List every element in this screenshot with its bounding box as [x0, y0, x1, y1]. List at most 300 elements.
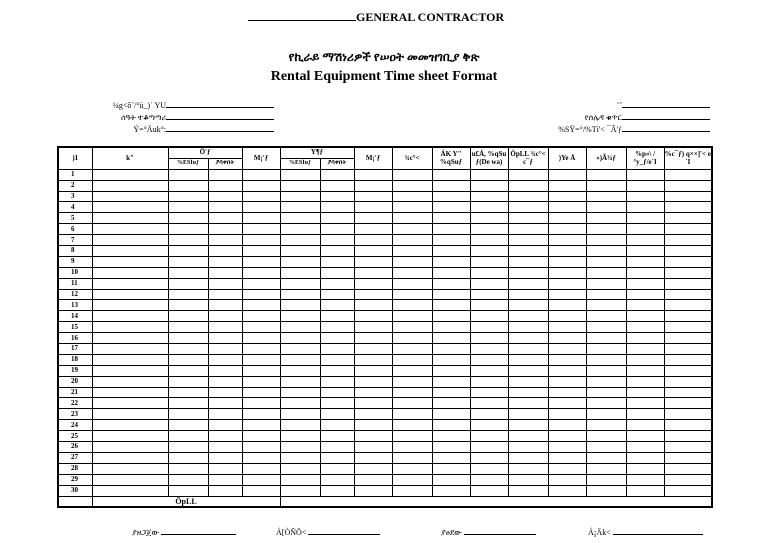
table-cell[interactable]	[280, 398, 320, 409]
table-cell[interactable]	[280, 387, 320, 398]
table-cell[interactable]	[664, 213, 712, 224]
table-cell[interactable]	[586, 235, 626, 246]
table-cell[interactable]	[320, 311, 354, 322]
table-cell[interactable]	[92, 300, 168, 311]
table-cell[interactable]	[508, 311, 548, 322]
table-cell[interactable]	[548, 278, 586, 289]
table-cell[interactable]	[320, 267, 354, 278]
table-cell[interactable]	[432, 463, 470, 474]
table-cell[interactable]	[432, 235, 470, 246]
table-cell[interactable]	[320, 387, 354, 398]
table-cell[interactable]	[168, 169, 208, 180]
table-cell[interactable]	[208, 256, 242, 267]
table-cell[interactable]	[470, 311, 508, 322]
table-cell[interactable]	[92, 409, 168, 420]
table-cell[interactable]	[548, 213, 586, 224]
table-cell[interactable]	[586, 365, 626, 376]
table-cell[interactable]	[470, 365, 508, 376]
table-cell[interactable]	[626, 213, 664, 224]
table-cell[interactable]	[168, 344, 208, 355]
table-cell[interactable]	[242, 311, 280, 322]
table-cell[interactable]	[354, 300, 392, 311]
table-cell[interactable]	[280, 235, 320, 246]
table-cell[interactable]	[392, 354, 432, 365]
table-cell[interactable]	[320, 278, 354, 289]
table-cell[interactable]	[664, 474, 712, 485]
table-cell[interactable]	[354, 354, 392, 365]
table-cell[interactable]	[392, 387, 432, 398]
table-cell[interactable]	[548, 333, 586, 344]
equipment-type-input[interactable]	[622, 123, 710, 132]
table-cell[interactable]	[168, 322, 208, 333]
table-cell[interactable]	[280, 180, 320, 191]
table-cell[interactable]	[320, 191, 354, 202]
table-cell[interactable]	[320, 224, 354, 235]
table-cell[interactable]	[92, 289, 168, 300]
table-cell[interactable]	[242, 442, 280, 453]
table-cell[interactable]	[508, 333, 548, 344]
table-cell[interactable]	[392, 180, 432, 191]
table-cell[interactable]	[470, 256, 508, 267]
plate-number-input[interactable]	[622, 111, 710, 120]
table-cell[interactable]	[392, 311, 432, 322]
table-cell[interactable]	[168, 452, 208, 463]
table-cell[interactable]	[548, 398, 586, 409]
table-cell[interactable]	[320, 246, 354, 257]
table-cell[interactable]	[664, 409, 712, 420]
table-cell[interactable]	[664, 235, 712, 246]
table-cell[interactable]	[626, 354, 664, 365]
project-name-input[interactable]	[166, 99, 274, 108]
table-cell[interactable]	[242, 387, 280, 398]
table-cell[interactable]	[320, 289, 354, 300]
table-cell[interactable]	[548, 376, 586, 387]
table-cell[interactable]	[508, 322, 548, 333]
table-cell[interactable]	[92, 485, 168, 496]
table-cell[interactable]	[208, 224, 242, 235]
table-cell[interactable]	[432, 333, 470, 344]
table-cell[interactable]	[432, 365, 470, 376]
table-cell[interactable]	[548, 431, 586, 442]
table-cell[interactable]	[626, 289, 664, 300]
table-cell[interactable]	[508, 235, 548, 246]
table-cell[interactable]	[470, 246, 508, 257]
table-cell[interactable]	[548, 387, 586, 398]
table-cell[interactable]	[508, 169, 548, 180]
table-cell[interactable]	[586, 202, 626, 213]
table-cell[interactable]	[664, 442, 712, 453]
table-cell[interactable]	[626, 311, 664, 322]
table-cell[interactable]	[280, 278, 320, 289]
table-cell[interactable]	[508, 409, 548, 420]
table-cell[interactable]	[92, 278, 168, 289]
table-cell[interactable]	[92, 376, 168, 387]
table-cell[interactable]	[280, 213, 320, 224]
table-cell[interactable]	[548, 311, 586, 322]
table-cell[interactable]	[320, 300, 354, 311]
table-cell[interactable]	[664, 431, 712, 442]
table-cell[interactable]	[626, 420, 664, 431]
table-cell[interactable]	[208, 431, 242, 442]
table-cell[interactable]	[432, 376, 470, 387]
table-cell[interactable]	[354, 344, 392, 355]
table-cell[interactable]	[392, 333, 432, 344]
table-cell[interactable]	[508, 442, 548, 453]
table-cell[interactable]	[280, 333, 320, 344]
table-cell[interactable]	[208, 474, 242, 485]
table-cell[interactable]	[586, 333, 626, 344]
table-cell[interactable]	[354, 474, 392, 485]
table-cell[interactable]	[470, 376, 508, 387]
table-cell[interactable]	[92, 344, 168, 355]
table-cell[interactable]	[432, 474, 470, 485]
table-cell[interactable]	[242, 452, 280, 463]
table-cell[interactable]	[470, 289, 508, 300]
table-cell[interactable]	[626, 224, 664, 235]
table-cell[interactable]	[354, 278, 392, 289]
table-cell[interactable]	[168, 235, 208, 246]
table-cell[interactable]	[320, 235, 354, 246]
table-cell[interactable]	[354, 485, 392, 496]
table-cell[interactable]	[280, 322, 320, 333]
table-cell[interactable]	[392, 420, 432, 431]
table-cell[interactable]	[586, 300, 626, 311]
table-cell[interactable]	[354, 246, 392, 257]
table-cell[interactable]	[242, 202, 280, 213]
table-cell[interactable]	[548, 191, 586, 202]
table-cell[interactable]	[586, 169, 626, 180]
table-cell[interactable]	[92, 354, 168, 365]
table-cell[interactable]	[626, 256, 664, 267]
table-cell[interactable]	[354, 311, 392, 322]
table-cell[interactable]	[168, 246, 208, 257]
table-cell[interactable]	[92, 463, 168, 474]
table-cell[interactable]	[320, 420, 354, 431]
table-cell[interactable]	[664, 180, 712, 191]
table-cell[interactable]	[626, 452, 664, 463]
table-cell[interactable]	[432, 180, 470, 191]
table-cell[interactable]	[92, 365, 168, 376]
table-cell[interactable]	[470, 235, 508, 246]
table-cell[interactable]	[280, 365, 320, 376]
table-cell[interactable]	[280, 344, 320, 355]
table-cell[interactable]	[392, 365, 432, 376]
table-cell[interactable]	[280, 474, 320, 485]
table-cell[interactable]	[280, 246, 320, 257]
table-cell[interactable]	[92, 169, 168, 180]
table-cell[interactable]	[586, 376, 626, 387]
table-cell[interactable]	[626, 365, 664, 376]
table-cell[interactable]	[354, 409, 392, 420]
table-cell[interactable]	[470, 191, 508, 202]
table-cell[interactable]	[626, 246, 664, 257]
table-cell[interactable]	[626, 442, 664, 453]
table-cell[interactable]	[586, 191, 626, 202]
table-cell[interactable]	[354, 213, 392, 224]
table-cell[interactable]	[242, 169, 280, 180]
table-cell[interactable]	[92, 387, 168, 398]
table-cell[interactable]	[242, 376, 280, 387]
table-cell[interactable]	[432, 398, 470, 409]
table-cell[interactable]	[432, 409, 470, 420]
table-cell[interactable]	[242, 431, 280, 442]
table-cell[interactable]	[626, 322, 664, 333]
table-cell[interactable]	[320, 365, 354, 376]
table-cell[interactable]	[280, 354, 320, 365]
table-cell[interactable]	[508, 224, 548, 235]
table-cell[interactable]	[168, 333, 208, 344]
table-cell[interactable]	[392, 398, 432, 409]
table-cell[interactable]	[432, 322, 470, 333]
table-cell[interactable]	[242, 333, 280, 344]
table-cell[interactable]	[392, 278, 432, 289]
table-cell[interactable]	[586, 256, 626, 267]
table-cell[interactable]	[548, 463, 586, 474]
table-cell[interactable]	[168, 311, 208, 322]
table-cell[interactable]	[320, 256, 354, 267]
table-cell[interactable]	[92, 256, 168, 267]
table-cell[interactable]	[392, 213, 432, 224]
table-cell[interactable]	[280, 289, 320, 300]
table-cell[interactable]	[626, 169, 664, 180]
table-cell[interactable]	[320, 180, 354, 191]
table-cell[interactable]	[242, 235, 280, 246]
table-cell[interactable]	[354, 365, 392, 376]
table-cell[interactable]	[586, 354, 626, 365]
table-cell[interactable]	[664, 452, 712, 463]
table-cell[interactable]	[92, 235, 168, 246]
table-cell[interactable]	[280, 431, 320, 442]
table-cell[interactable]	[92, 202, 168, 213]
table-cell[interactable]	[586, 387, 626, 398]
table-cell[interactable]	[242, 256, 280, 267]
table-cell[interactable]	[586, 246, 626, 257]
table-cell[interactable]	[392, 322, 432, 333]
table-cell[interactable]	[168, 387, 208, 398]
table-cell[interactable]	[208, 322, 242, 333]
table-cell[interactable]	[432, 344, 470, 355]
table-cell[interactable]	[432, 431, 470, 442]
table-cell[interactable]	[280, 311, 320, 322]
table-cell[interactable]	[432, 246, 470, 257]
table-cell[interactable]	[470, 420, 508, 431]
table-cell[interactable]	[470, 169, 508, 180]
received-by-line[interactable]	[613, 526, 703, 535]
table-cell[interactable]	[586, 289, 626, 300]
table-cell[interactable]	[242, 278, 280, 289]
table-cell[interactable]	[626, 333, 664, 344]
table-cell[interactable]	[664, 387, 712, 398]
table-cell[interactable]	[664, 191, 712, 202]
table-cell[interactable]	[392, 289, 432, 300]
table-cell[interactable]	[354, 442, 392, 453]
approved-by-line[interactable]	[464, 526, 536, 535]
table-cell[interactable]	[586, 420, 626, 431]
table-cell[interactable]	[242, 267, 280, 278]
table-cell[interactable]	[280, 442, 320, 453]
table-cell[interactable]	[664, 420, 712, 431]
table-cell[interactable]	[626, 202, 664, 213]
table-cell[interactable]	[508, 485, 548, 496]
table-cell[interactable]	[548, 485, 586, 496]
table-cell[interactable]	[626, 180, 664, 191]
table-cell[interactable]	[508, 354, 548, 365]
table-cell[interactable]	[432, 420, 470, 431]
table-cell[interactable]	[470, 442, 508, 453]
table-cell[interactable]	[392, 376, 432, 387]
table-cell[interactable]	[626, 474, 664, 485]
table-cell[interactable]	[664, 354, 712, 365]
table-cell[interactable]	[508, 387, 548, 398]
table-cell[interactable]	[392, 344, 432, 355]
table-cell[interactable]	[242, 224, 280, 235]
table-cell[interactable]	[432, 452, 470, 463]
table-cell[interactable]	[664, 376, 712, 387]
table-cell[interactable]	[548, 365, 586, 376]
table-cell[interactable]	[280, 202, 320, 213]
table-cell[interactable]	[548, 354, 586, 365]
table-cell[interactable]	[664, 311, 712, 322]
table-cell[interactable]	[392, 485, 432, 496]
table-cell[interactable]	[508, 191, 548, 202]
table-cell[interactable]	[432, 202, 470, 213]
table-cell[interactable]	[168, 354, 208, 365]
table-cell[interactable]	[586, 452, 626, 463]
table-cell[interactable]	[626, 278, 664, 289]
table-cell[interactable]	[242, 213, 280, 224]
table-cell[interactable]	[548, 344, 586, 355]
table-cell[interactable]	[92, 267, 168, 278]
table-cell[interactable]	[92, 420, 168, 431]
table-cell[interactable]	[586, 267, 626, 278]
table-cell[interactable]	[320, 431, 354, 442]
table-cell[interactable]	[168, 202, 208, 213]
table-cell[interactable]	[280, 224, 320, 235]
table-cell[interactable]	[586, 463, 626, 474]
table-cell[interactable]	[354, 452, 392, 463]
table-cell[interactable]	[470, 344, 508, 355]
table-cell[interactable]	[664, 278, 712, 289]
table-cell[interactable]	[626, 376, 664, 387]
table-cell[interactable]	[664, 246, 712, 257]
table-cell[interactable]	[508, 180, 548, 191]
table-cell[interactable]	[208, 267, 242, 278]
table-cell[interactable]	[280, 485, 320, 496]
table-cell[interactable]	[586, 213, 626, 224]
table-cell[interactable]	[92, 213, 168, 224]
table-cell[interactable]	[168, 376, 208, 387]
table-cell[interactable]	[470, 213, 508, 224]
table-cell[interactable]	[168, 420, 208, 431]
table-cell[interactable]	[392, 452, 432, 463]
table-cell[interactable]	[432, 191, 470, 202]
table-cell[interactable]	[280, 191, 320, 202]
table-cell[interactable]	[168, 431, 208, 442]
table-cell[interactable]	[92, 322, 168, 333]
table-cell[interactable]	[92, 224, 168, 235]
table-cell[interactable]	[92, 311, 168, 322]
table-cell[interactable]	[586, 442, 626, 453]
table-cell[interactable]	[392, 202, 432, 213]
table-cell[interactable]	[470, 409, 508, 420]
table-cell[interactable]	[508, 431, 548, 442]
table-cell[interactable]	[392, 224, 432, 235]
table-cell[interactable]	[548, 180, 586, 191]
table-cell[interactable]	[208, 300, 242, 311]
table-cell[interactable]	[354, 420, 392, 431]
table-cell[interactable]	[280, 452, 320, 463]
table-cell[interactable]	[208, 180, 242, 191]
table-cell[interactable]	[280, 256, 320, 267]
table-cell[interactable]	[242, 191, 280, 202]
table-cell[interactable]	[626, 387, 664, 398]
table-cell[interactable]	[508, 463, 548, 474]
table-cell[interactable]	[508, 365, 548, 376]
table-cell[interactable]	[168, 398, 208, 409]
table-cell[interactable]	[280, 409, 320, 420]
table-cell[interactable]	[548, 169, 586, 180]
table-cell[interactable]	[242, 246, 280, 257]
table-cell[interactable]	[392, 431, 432, 442]
table-cell[interactable]	[168, 278, 208, 289]
table-cell[interactable]	[432, 354, 470, 365]
table-cell[interactable]	[470, 431, 508, 442]
table-cell[interactable]	[586, 431, 626, 442]
table-cell[interactable]	[168, 213, 208, 224]
table-cell[interactable]	[208, 409, 242, 420]
table-cell[interactable]	[242, 365, 280, 376]
table-cell[interactable]	[280, 376, 320, 387]
table-cell[interactable]	[320, 376, 354, 387]
table-cell[interactable]	[626, 300, 664, 311]
table-cell[interactable]	[208, 169, 242, 180]
table-cell[interactable]	[432, 224, 470, 235]
table-cell[interactable]	[626, 344, 664, 355]
table-cell[interactable]	[392, 235, 432, 246]
table-cell[interactable]	[92, 452, 168, 463]
table-cell[interactable]	[548, 474, 586, 485]
table-cell[interactable]	[208, 311, 242, 322]
table-cell[interactable]	[508, 300, 548, 311]
table-cell[interactable]	[354, 169, 392, 180]
table-cell[interactable]	[208, 191, 242, 202]
table-cell[interactable]	[508, 398, 548, 409]
table-cell[interactable]	[242, 180, 280, 191]
table-cell[interactable]	[508, 376, 548, 387]
table-cell[interactable]	[664, 485, 712, 496]
table-cell[interactable]	[432, 278, 470, 289]
table-cell[interactable]	[586, 311, 626, 322]
table-cell[interactable]	[208, 289, 242, 300]
table-cell[interactable]	[320, 169, 354, 180]
table-cell[interactable]	[208, 202, 242, 213]
table-cell[interactable]	[92, 398, 168, 409]
table-cell[interactable]	[548, 202, 586, 213]
table-cell[interactable]	[664, 322, 712, 333]
table-cell[interactable]	[664, 300, 712, 311]
table-cell[interactable]	[320, 452, 354, 463]
location-input[interactable]	[166, 123, 274, 132]
table-cell[interactable]	[208, 420, 242, 431]
table-cell[interactable]	[208, 213, 242, 224]
table-cell[interactable]	[242, 485, 280, 496]
table-cell[interactable]	[470, 463, 508, 474]
table-cell[interactable]	[354, 224, 392, 235]
table-cell[interactable]	[548, 246, 586, 257]
table-cell[interactable]	[586, 398, 626, 409]
table-cell[interactable]	[242, 474, 280, 485]
table-cell[interactable]	[208, 452, 242, 463]
